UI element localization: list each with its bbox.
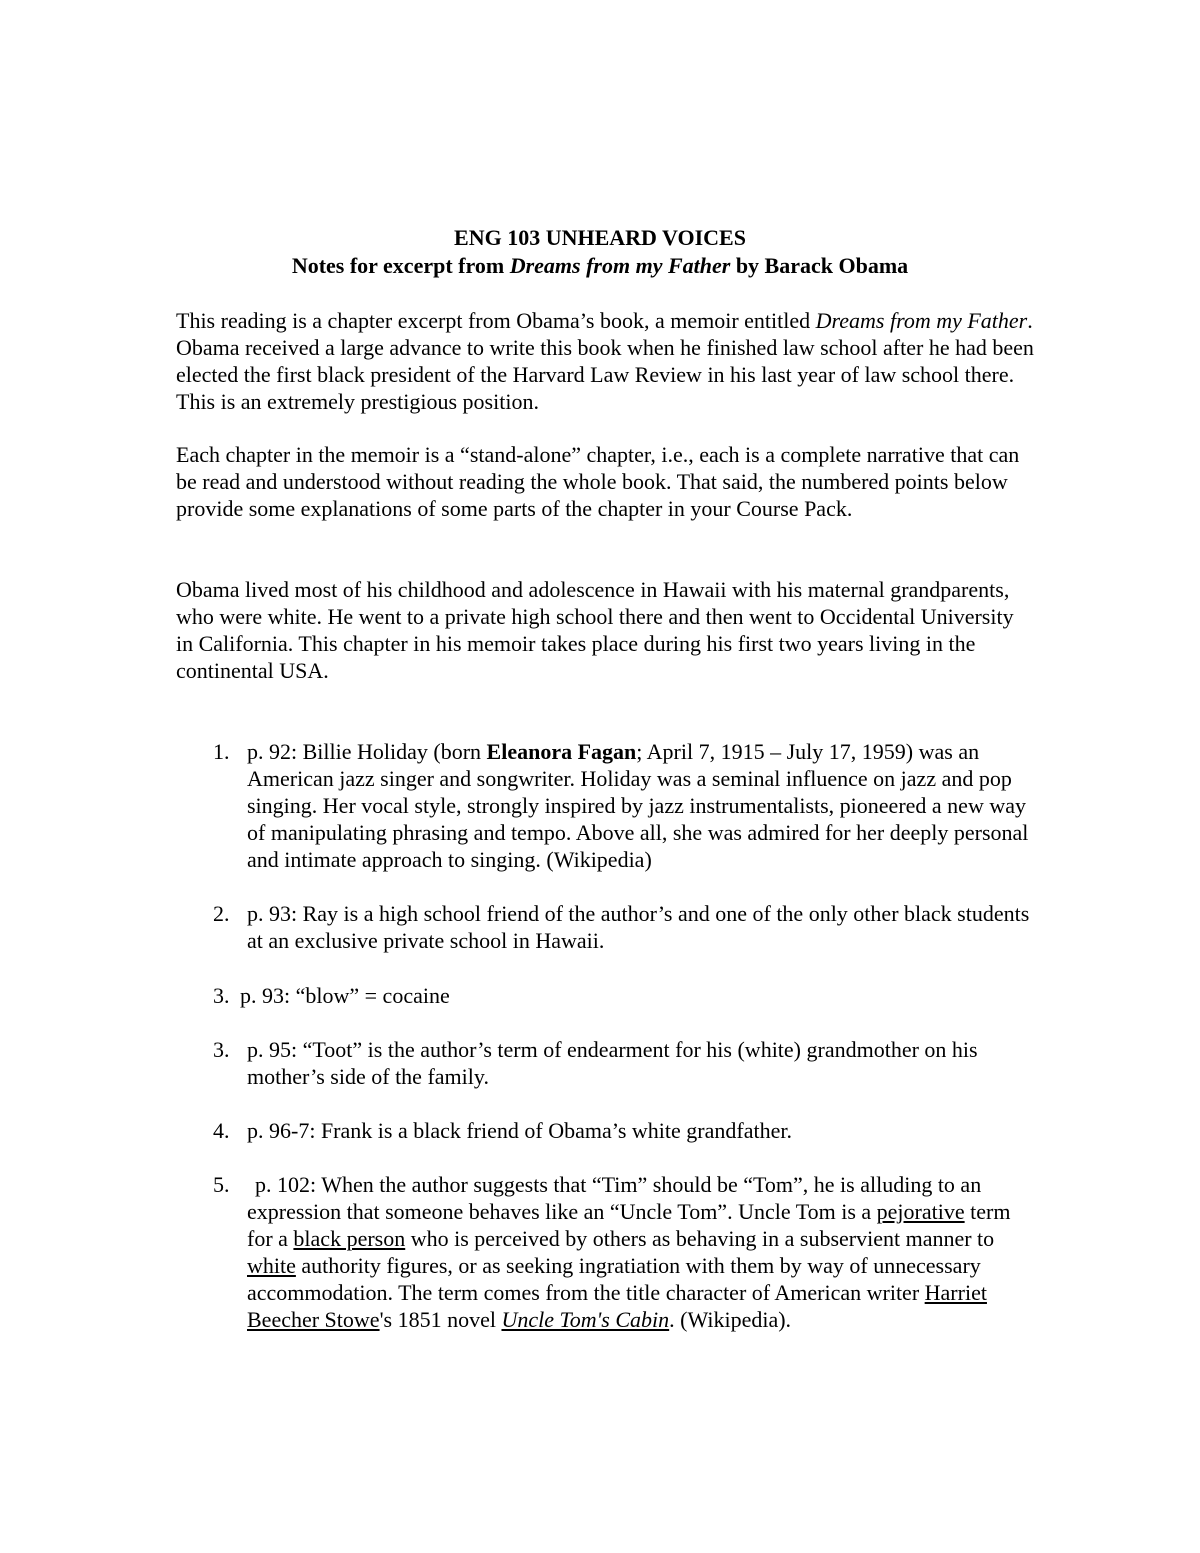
list-item-number: 2. xyxy=(213,901,230,926)
pejorative-link[interactable]: pejorative xyxy=(876,1199,965,1224)
harriet-beecher-stowe-link[interactable]: Harriet Beecher Stowe xyxy=(247,1280,987,1332)
list-item-text: p. 92: Billie Holiday (born Eleanora Fagan; April 7, 1915 – July 17, 1959) was an American jazz singer and songwriter. Holiday was a seminal influence on jazz and pop singing. Her vocal style, strongly inspired by jazz instrumentalists, pioneered a new way of manipulating phrasing and tempo. Above all, she was admired for her deeply personal and intimate approach to singing. (Wikipedia) xyxy=(247,739,1029,872)
white-link[interactable]: white xyxy=(247,1253,296,1278)
uncle-toms-cabin-link[interactable]: Uncle Tom's Cabin xyxy=(501,1307,670,1332)
bold-name: Eleanora Fagan xyxy=(486,739,637,764)
course-title: ENG 103 UNHEARD VOICES xyxy=(454,225,746,250)
intro-paragraph-2: Each chapter in the memoir is a “stand-alone” chapter, i.e., each is a complete narrative that can be read and understood without reading the whole book. That said, the numbered points below provide some explanations of some parts of the chapter in your Course Pack. xyxy=(176,442,1020,521)
subtitle-prefix: Notes for excerpt from xyxy=(291,253,510,278)
subtitle-book-title: Dreams from my Father xyxy=(509,253,731,278)
black-person-link[interactable]: black person xyxy=(293,1226,406,1251)
list-item-text: p. 93: “blow” = cocaine xyxy=(240,983,450,1008)
list-item-text: p. 96-7: Frank is a black friend of Obama’s white grandfather. xyxy=(247,1118,792,1143)
list-item-text: p. 95: “Toot” is the author’s term of endearment for his (white) grandmother on his mother’s side of the family. xyxy=(247,1037,978,1089)
list-item-number: 5. xyxy=(213,1172,230,1197)
list-item-number: 4. xyxy=(213,1118,230,1143)
list-item-number: 1. xyxy=(213,739,230,764)
list-item-text: p. 93: Ray is a high school friend of the author’s and one of the only other black students at an exclusive private school in Hawaii. xyxy=(247,901,1030,953)
intro-paragraph-3: Obama lived most of his childhood and adolescence in Hawaii with his maternal grandparents, who were white. He went to a private high school there and then went to Occidental University in California. This chapter in his memoir takes place during his first two years living in the continental USA. xyxy=(176,577,1014,683)
intro-paragraph-1: This reading is a chapter excerpt from Obama’s book, a memoir entitled Dreams from my Father. Obama received a large advance to write this book when he finished law school after he had been elected the first black president of the Harvard Law Review in his last year of law school there. This is an extremely prestigious position. xyxy=(176,308,1034,414)
list-item-number: 3. xyxy=(213,1037,230,1062)
document-header xyxy=(0,224,1200,280)
document-subtitle xyxy=(0,252,1200,280)
list-item-number: 3. xyxy=(213,983,230,1008)
subtitle-suffix: by Barack Obama xyxy=(730,253,909,278)
list-item-text: p. 102: When the author suggests that “Tim” should be “Tom”, he is alluding to an expression that someone behaves like an “Uncle Tom”. Uncle Tom is a pejorative term for a black person who is perceived by others as behaving in a subservient manner to white authority figures, or as seeking ingratiation with them by way of unnecessary accommodation. The term comes from the title character of American writer Harriet Beecher Stowe's 1851 novel Uncle Tom's Cabin. (Wikipedia). xyxy=(247,1172,1011,1332)
book-title: Dreams from my Father xyxy=(815,308,1028,333)
